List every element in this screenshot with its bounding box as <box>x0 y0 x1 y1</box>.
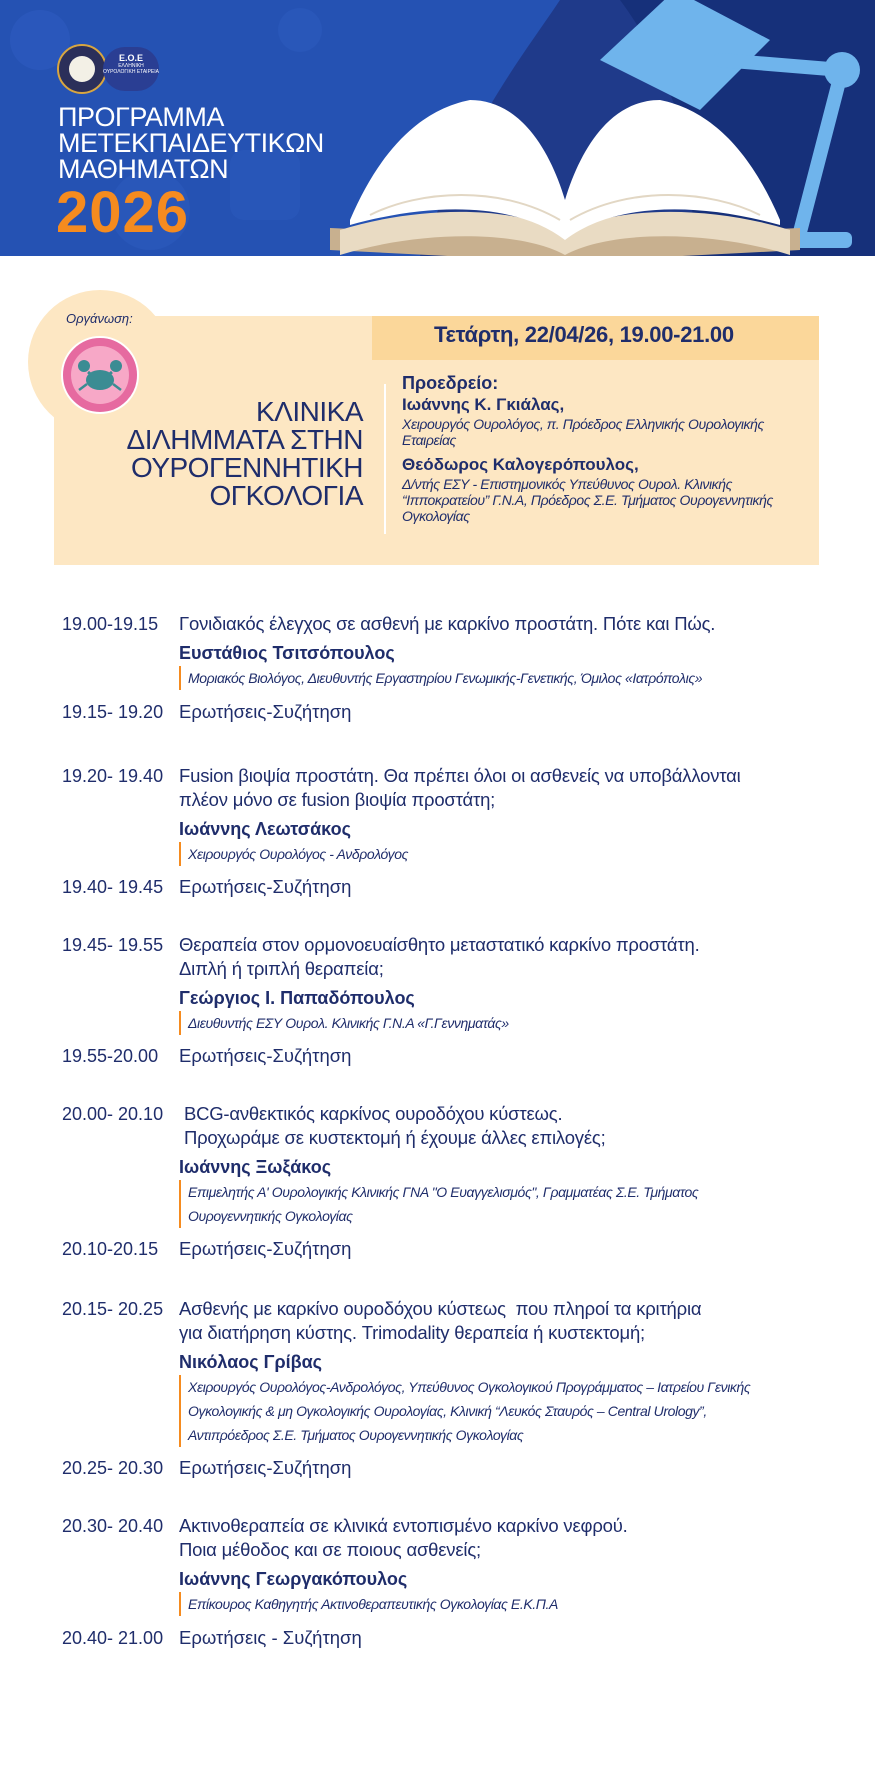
discussion-time: 19.15- 19.20 <box>62 702 164 722</box>
discussion-time: 19.40- 19.45 <box>62 877 164 897</box>
speaker-role-line: Ουρογεννητικής Ογκολογίας <box>188 1208 353 1224</box>
society-seal-icon <box>57 44 107 94</box>
speaker-name: Ιωάννης Ξωξάκος <box>179 1157 332 1177</box>
talk-title-line: Θεραπεία στον ορμονοευαίσθητο μεταστατικό καρκίνο προστάτη. <box>179 934 700 955</box>
module-title <box>127 398 363 510</box>
presidium-role-line: Δ/ντής ΕΣΥ - Επιστημονικός Υπεύθυνος Ουρολ. Κλινικής <box>402 476 733 492</box>
talk-title <box>179 933 859 981</box>
presidium <box>402 372 802 524</box>
speaker-role <box>179 842 859 866</box>
talk-title <box>179 1514 859 1562</box>
talk-title-line: πλέον μόνο σε fusion βιοψία προστάτη; <box>179 789 496 810</box>
speaker-role <box>179 1592 859 1616</box>
module-title-line: ΟΓΚΟΛΟΓΙΑ <box>209 480 363 511</box>
speaker-role-line: Διευθυντής ΕΣΥ Ουρολ. Κλινικής Γ.Ν.Α «Γ.Γεννηματάς» <box>188 1015 509 1031</box>
speaker-role-line: Χειρουργός Ουρολόγος-Ανδρολόγος, Υπεύθυνος Ογκολογικού Προγράμματος – Ιατρείου Γενικής <box>188 1379 751 1395</box>
speaker-name: Γεώργιος Ι. Παπαδόπουλος <box>179 988 415 1008</box>
discussion-time: 20.40- 21.00 <box>62 1628 164 1648</box>
presidium-role-line: Εταιρείας <box>402 432 456 448</box>
talk-title-line: Προχωράμε σε κυστεκτομή ή έχουμε άλλες επιλογές; <box>179 1127 606 1148</box>
presidium-role-line: Χειρουργός Ουρολόγος, π. Πρόεδρος Ελληνικής Ουρολογικής <box>402 416 764 432</box>
talk-title-line: για διατήρηση κύστης. Trimodality θεραπεία ή κυστεκτομή; <box>179 1322 645 1343</box>
talk-title-line: Διπλή ή τριπλή θεραπεία; <box>179 958 384 979</box>
talk-time: 19.00-19.15 <box>62 614 159 634</box>
talk-title <box>179 612 859 636</box>
talk-title-line: BCG-ανθεκτικός καρκίνος ουροδόχου κύστεως. <box>179 1103 563 1124</box>
talk-title-line: Fusion βιοψία προστάτη. Θα πρέπει όλοι οι ασθενείς να υποβάλλονται <box>179 765 741 786</box>
discussion-label: Ερωτήσεις-Συζήτηση <box>179 1457 352 1478</box>
crab-icon-inner <box>71 346 129 404</box>
header-banner <box>0 0 875 256</box>
discussion-time: 20.25- 20.30 <box>62 1458 164 1478</box>
panel-divider <box>384 384 386 534</box>
program-title-line: ΠΡΟΓΡΑΜΜΑ <box>58 102 224 132</box>
presidium-label: Προεδρείο: <box>402 373 499 393</box>
talk-time: 20.15- 20.25 <box>62 1299 164 1319</box>
discussion-label: Ερωτήσεις-Συζήτηση <box>179 701 352 722</box>
discussion-label: Ερωτήσεις-Συζήτηση <box>179 1238 352 1259</box>
organizer-label: Οργάνωση: <box>66 311 133 326</box>
crab-glyph-icon <box>71 346 129 404</box>
module-title-line: ΔΙΛΗΜΜΑΤΑ ΣΤΗΝ <box>126 424 363 455</box>
speaker-role-line: Επιμελητής Α' Ουρολογικής Κλινικής ΓΝΑ "Ο Ευαγγελισμός", Γραμματέας Σ.Ε. Τμήματος <box>188 1184 699 1200</box>
talk-title <box>179 764 859 812</box>
speaker-name: Ιωάννης Γεωργακόπουλος <box>179 1569 408 1589</box>
presidium-name: Ιωάννης Κ. Γκιάλας, <box>402 395 565 414</box>
talk-time: 20.30- 20.40 <box>62 1516 164 1536</box>
speaker-role <box>179 1375 859 1447</box>
talk-title <box>179 1102 859 1150</box>
talk-title-line: Ποια μέθοδος και σε ποιους ασθενείς; <box>179 1539 481 1560</box>
speaker-name: Ευστάθιος Τσιτσόπουλος <box>179 643 395 663</box>
program-title-line: ΜΑΘΗΜΑΤΩΝ <box>58 154 229 184</box>
speaker-name: Νικόλαος Γρίβας <box>179 1352 323 1372</box>
discussion-label: Ερωτήσεις-Συζήτηση <box>179 1045 352 1066</box>
discussion-time: 20.10-20.15 <box>62 1239 159 1259</box>
discussion-label: Ερωτήσεις - Συζήτηση <box>179 1627 362 1648</box>
speaker-role <box>179 1011 859 1035</box>
presidium-role-line: “Ιπποκρατείου” Γ.Ν.Α, Πρόεδρος Σ.Ε. Τμήματος Ουρογεννητικής <box>402 492 773 508</box>
module-title-line: ΟΥΡΟΓΕΝΝΗΤΙΚΗ <box>130 452 363 483</box>
discussion-time: 19.55-20.00 <box>62 1046 159 1066</box>
speaker-role-line: Αντιπρόεδρος Σ.Ε. Τμήματος Ουρογεννητικής Ογκολογίας <box>188 1427 524 1443</box>
speaker-role-line: Επίκουρος Καθηγητής Ακτινοθεραπευτικής Ογκολογίας Ε.Κ.Π.Α <box>188 1596 558 1612</box>
talk-title-line: Γονιδιακός έλεγχος σε ασθενή με καρκίνο προστάτη. Πότε και Πώς. <box>179 613 716 634</box>
speaker-role-line: Μοριακός Βιολόγος, Διευθυντής Εργαστηρίου Γενωμικής-Γενετικής, Όμιλος «Ιατρόπολις» <box>188 670 703 686</box>
speaker-role-line: Ογκολογικής & μη Ογκολογικής Ουρολογίας, Κλινική “Λευκός Σταυρός – Central Urology”, <box>188 1403 707 1419</box>
talk-title-line: Ασθενής με καρκίνο ουροδόχου κύστεως που πληροί τα κριτήρια <box>179 1298 702 1319</box>
speaker-role <box>179 1180 859 1228</box>
talk-time: 19.45- 19.55 <box>62 935 164 955</box>
society-logo-text: Ε.Ο.Ε ΕΛΛΗΝΙΚΗ ΟΥΡΟΛΟΓΙΚΗ ΕΤΑΙΡΕΙΑ <box>103 47 159 91</box>
talk-title-line: Ακτινοθεραπεία σε κλινικά εντοπισμένο καρκίνο νεφρού. <box>179 1515 628 1536</box>
program-year: 2026 <box>56 180 190 245</box>
discussion-label: Ερωτήσεις-Συζήτηση <box>179 876 352 897</box>
talk-title <box>179 1297 859 1345</box>
module-title-line: ΚΛΙΝΙΚΑ <box>255 396 363 427</box>
presidium-name: Θεόδωρος Καλογερόπουλος, <box>402 455 639 474</box>
program-title <box>58 104 324 182</box>
speaker-role-line: Χειρουργός Ουρολόγος - Ανδρολόγος <box>188 846 409 862</box>
talk-time: 19.20- 19.40 <box>62 766 164 786</box>
presidium-role-line: Ογκολογίας <box>402 508 470 524</box>
speaker-role <box>179 666 859 690</box>
program-title-line: ΜΕΤΕΚΠΑΙΔΕΥΤΙΚΩΝ <box>58 128 324 158</box>
talk-time: 20.00- 20.10 <box>62 1104 164 1124</box>
society-logo <box>57 44 159 96</box>
speaker-name: Ιωάννης Λεωτσάκος <box>179 819 351 839</box>
event-date: Τετάρτη, 22/04/26, 19.00-21.00 <box>434 322 734 347</box>
